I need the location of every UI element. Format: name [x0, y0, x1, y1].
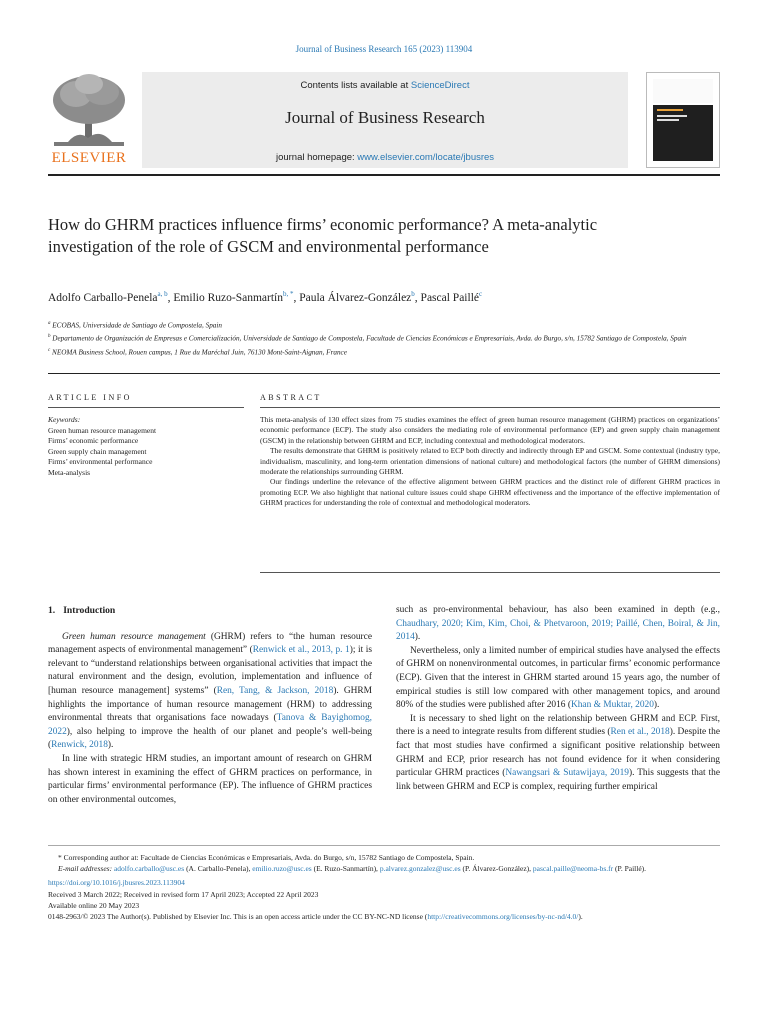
body-text: such as pro-environmental behaviour, has also been examined in depth (e.g.,: [396, 605, 720, 615]
received-dates: Received 3 March 2022; Received in revised form 17 April 2023; Accepted 22 April 2023: [48, 889, 319, 899]
article-info-heading: ARTICLE INFO: [48, 393, 132, 402]
body-text: ).: [653, 700, 660, 711]
italic-term: Green human resource management: [62, 631, 206, 642]
affil-text: ECOBAS, Universidade de Santiago de Compostela, Spain: [52, 321, 222, 330]
elsevier-wordmark: ELSEVIER: [51, 150, 127, 166]
license-link[interactable]: http://creativecommons.org/licenses/by-nc-nd/4.0/: [427, 912, 579, 922]
cover-image-icon: [647, 73, 719, 167]
affiliation-item: [48, 331, 688, 344]
footnote-rule: [48, 845, 720, 846]
homepage-prefix: journal homepage:: [275, 152, 358, 163]
corresponding-note: * Corresponding author at: Facultade de Ciencias Económicas e Empresariais, Avda. do Burgo, s/n, 15782 Santiago de Compostela, Spain.: [58, 853, 475, 862]
citation-link[interactable]: Nawangsari & Sutawijaya, 2019: [505, 768, 629, 779]
keywords-label: Keywords:: [48, 415, 81, 424]
body-right-column: [396, 604, 720, 794]
license-text: ).: [578, 912, 583, 922]
body-text: ); it is relevant to “understand relationships between organisational activities that impact the natural environment and the design, evolution, implementation and influence of [human resource management] systems” (: [48, 645, 372, 696]
body-left-column: [48, 604, 372, 807]
citation-link[interactable]: Ren, Tang, & Jackson, 2018: [216, 685, 334, 696]
keywords-block: [48, 415, 244, 478]
citation-link[interactable]: Tanova & Bayighomog, 2022: [48, 713, 372, 737]
license-note: [48, 911, 720, 922]
abstract-paragraph: This meta-analysis of 130 effect sizes from 75 studies examines the effect of green human resource management (GHRM) practices on organizations’ economic performance (ECP). The study also considers the mediating role of environmental performance (EP) and green supply chain management (GSCM) in the relationship between GHRM and ECP, including contextual and methodological moderators.: [260, 415, 720, 445]
keyword-item: Green supply chain management: [48, 446, 147, 456]
keyword-item: Firms’ economic performance: [48, 436, 139, 445]
section-heading: [48, 604, 372, 618]
affil-marker: c: [48, 347, 51, 353]
body-text: (GHRM) refers to “the human resource management aspects of environmental management” (: [48, 631, 372, 656]
abstract-paragraph: The results demonstrate that GHRM is positively related to ECP both directly and indirectly through EP and GSCM. Some contextual (industry type, individualism, masculinity, and long-term orientation dimensions of national culture) and methodological factors (the number of GHRM dimensions) moderate the relationships surrounding GHRM.: [260, 446, 720, 477]
body-text: ). GHRM highlights the importance of human resource management (HRM) to addressing environmental threats that organisations face nowadays (: [48, 685, 372, 724]
license-text: 0148-2963/© 2023 The Author(s). Published by Elsevier Inc. This is an open access article under the CC BY-NC-ND license (: [48, 912, 428, 922]
author-name: Pascal Paillé: [420, 291, 479, 304]
email-owner: (E. Ruzo-Sanmartín),: [311, 864, 380, 874]
journal-cover-thumbnail[interactable]: [646, 72, 720, 168]
citation-link[interactable]: Ren et al., 2018: [610, 727, 670, 738]
footnotes: [48, 852, 720, 922]
body-paragraph: [396, 713, 720, 795]
article-info-rule: [48, 407, 244, 408]
author-separator: ,: [414, 291, 421, 304]
citation-link[interactable]: Chaudhary, 2020; Kim, Kim, Choi, & Phetvaroon, 2019; Paillé, Chen, Boiral, & Jin, 2014: [396, 618, 720, 643]
author-list: [48, 290, 720, 304]
body-paragraph: [396, 645, 720, 713]
author-separator: ,: [293, 291, 300, 304]
body-paragraph: [48, 631, 372, 753]
affil-text: Departamento de Organización de Empresas e Comercialización, Universidade de Santiago de Compostela, Facultade de Ciencias Económicas e Empresariais, Avda. do Burgo, s/n, 15782 Santiago de Compostela, Spain: [52, 334, 687, 343]
body-paragraph: In line with strategic HRM studies, an important amount of research on GHRM has shown interest in examining the effect of GHRM practices on performance, in particular firms’ environmental performance (EP). The influence of GHRM practices on other environmental outcomes,: [48, 753, 372, 805]
affil-marker: b: [48, 334, 51, 340]
journal-citation[interactable]: Journal of Business Research 165 (2023) 113904: [295, 44, 473, 54]
elsevier-logo[interactable]: [48, 72, 130, 168]
banner-center-panel: [142, 72, 628, 168]
article-title: How do GHRM practices influence firms’ economic performance? A meta-analytic investigation of the role of GSCM and environmental performance: [48, 215, 598, 256]
abstract-rule: [260, 407, 720, 408]
citation-link[interactable]: Renwick et al., 2013, p. 1: [252, 645, 350, 656]
author-affil-sup[interactable]: b: [411, 290, 415, 298]
email-link[interactable]: adolfo.carballo@usc.es: [113, 864, 185, 874]
body-text: ). Despite the fact that most studies have confirmed a significant positive relationship between GHRM and ECP, prior research has not found evidence for it when considering particular GHRM practices (: [396, 727, 721, 779]
email-link[interactable]: pascal.paille@neoma-bs.fr: [532, 864, 614, 874]
section-title: Introduction: [63, 605, 116, 616]
keyword-item: Green human resource management: [48, 425, 157, 435]
contents-line: [142, 80, 628, 91]
body-text: ).: [107, 740, 114, 751]
journal-name: Journal of Business Research: [285, 108, 485, 127]
journal-banner: [48, 72, 720, 168]
affiliation-item: [48, 345, 688, 358]
section-number: 1.: [48, 605, 56, 616]
body-text: ). This suggests that the link between GHRM and ECP is complex, requiring further empirical: [396, 768, 720, 792]
author-name: Paula Álvarez-González: [299, 291, 412, 304]
email-owner: (P. Paillé).: [613, 864, 647, 874]
citation-link[interactable]: Renwick, 2018: [51, 740, 108, 751]
email-label: E-mail addresses:: [58, 864, 113, 874]
author-separator: ,: [167, 291, 174, 304]
homepage-line: [142, 152, 628, 163]
body-text: It is necessary to shed light on the relationship between GHRM and ECP. First, there is a need to integrate results from different studies (: [396, 713, 720, 738]
author-name: Emilio Ruzo-Sanmartín: [173, 291, 283, 304]
abstract-paragraph: Our findings underline the relevance of the effective alignment between GHRM practices and the distinct role of different GHRM practices in promoting ECP. We also highlight that national culture issues could shape GHRM effectiveness and the importance of the effective implementation of GHRM practices for understanding the role of contextual and methodological moderators.: [260, 477, 720, 508]
affiliation-item: [48, 318, 688, 331]
affil-text: NEOMA Business School, Rouen campus, 1 Rue du Maréchal Juin, 76130 Mont-Saint-Aignan, France: [52, 348, 347, 357]
tree-icon: [48, 72, 130, 150]
abstract-bottom-rule: [260, 572, 720, 573]
email-link[interactable]: emilio.ruzo@usc.es: [252, 864, 312, 874]
sciencedirect-link[interactable]: ScienceDirect: [410, 80, 470, 91]
homepage-link[interactable]: www.elsevier.com/locate/jbusres: [357, 152, 495, 163]
email-link[interactable]: p.alvarez.gonzalez@usc.es: [379, 864, 461, 874]
body-text: ), also helping to improve the health of our planet and people’s well-being (: [48, 726, 372, 751]
author-affil-sup[interactable]: b, *: [282, 290, 294, 298]
divider-mid: [48, 373, 720, 374]
keyword-item: Firms’ environmental performance: [48, 457, 153, 466]
citation-link[interactable]: Khan & Muktar, 2020: [570, 700, 654, 711]
online-date: Available online 20 May 2023: [48, 900, 140, 910]
keyword-item: Meta-analysis: [48, 467, 91, 477]
body-text: Nevertheless, only a limited number of empirical studies have analysed the effects of GHRM on nonenvironmental outcomes, in particular firms’ economic performance (ECP). Given that the interest in GHRM started around 15 years ago, the number of empirical studies is still low compared with other management topics, and around 80% of the studies were published after 2016 (: [396, 645, 720, 711]
body-paragraph: [396, 604, 720, 645]
abstract-heading: ABSTRACT: [260, 393, 322, 402]
affil-marker: a: [48, 321, 51, 326]
contents-prefix: Contents lists available at: [300, 80, 411, 91]
doi-link[interactable]: https://doi.org/10.1016/j.jbusres.2023.113904: [48, 878, 185, 888]
email-owner: (A. Carballo-Penela),: [184, 864, 253, 874]
divider-top: [48, 174, 720, 176]
author-name: Adolfo Carballo-Penela: [48, 291, 158, 304]
author-affil-sup[interactable]: a, b: [157, 290, 168, 298]
email-owner: (P. Álvarez-González),: [460, 864, 533, 874]
abstract-body: [260, 415, 720, 509]
body-text: ).: [414, 632, 421, 643]
email-note: [48, 863, 720, 874]
affiliations: [48, 318, 688, 358]
author-affil-sup[interactable]: c: [479, 290, 483, 298]
